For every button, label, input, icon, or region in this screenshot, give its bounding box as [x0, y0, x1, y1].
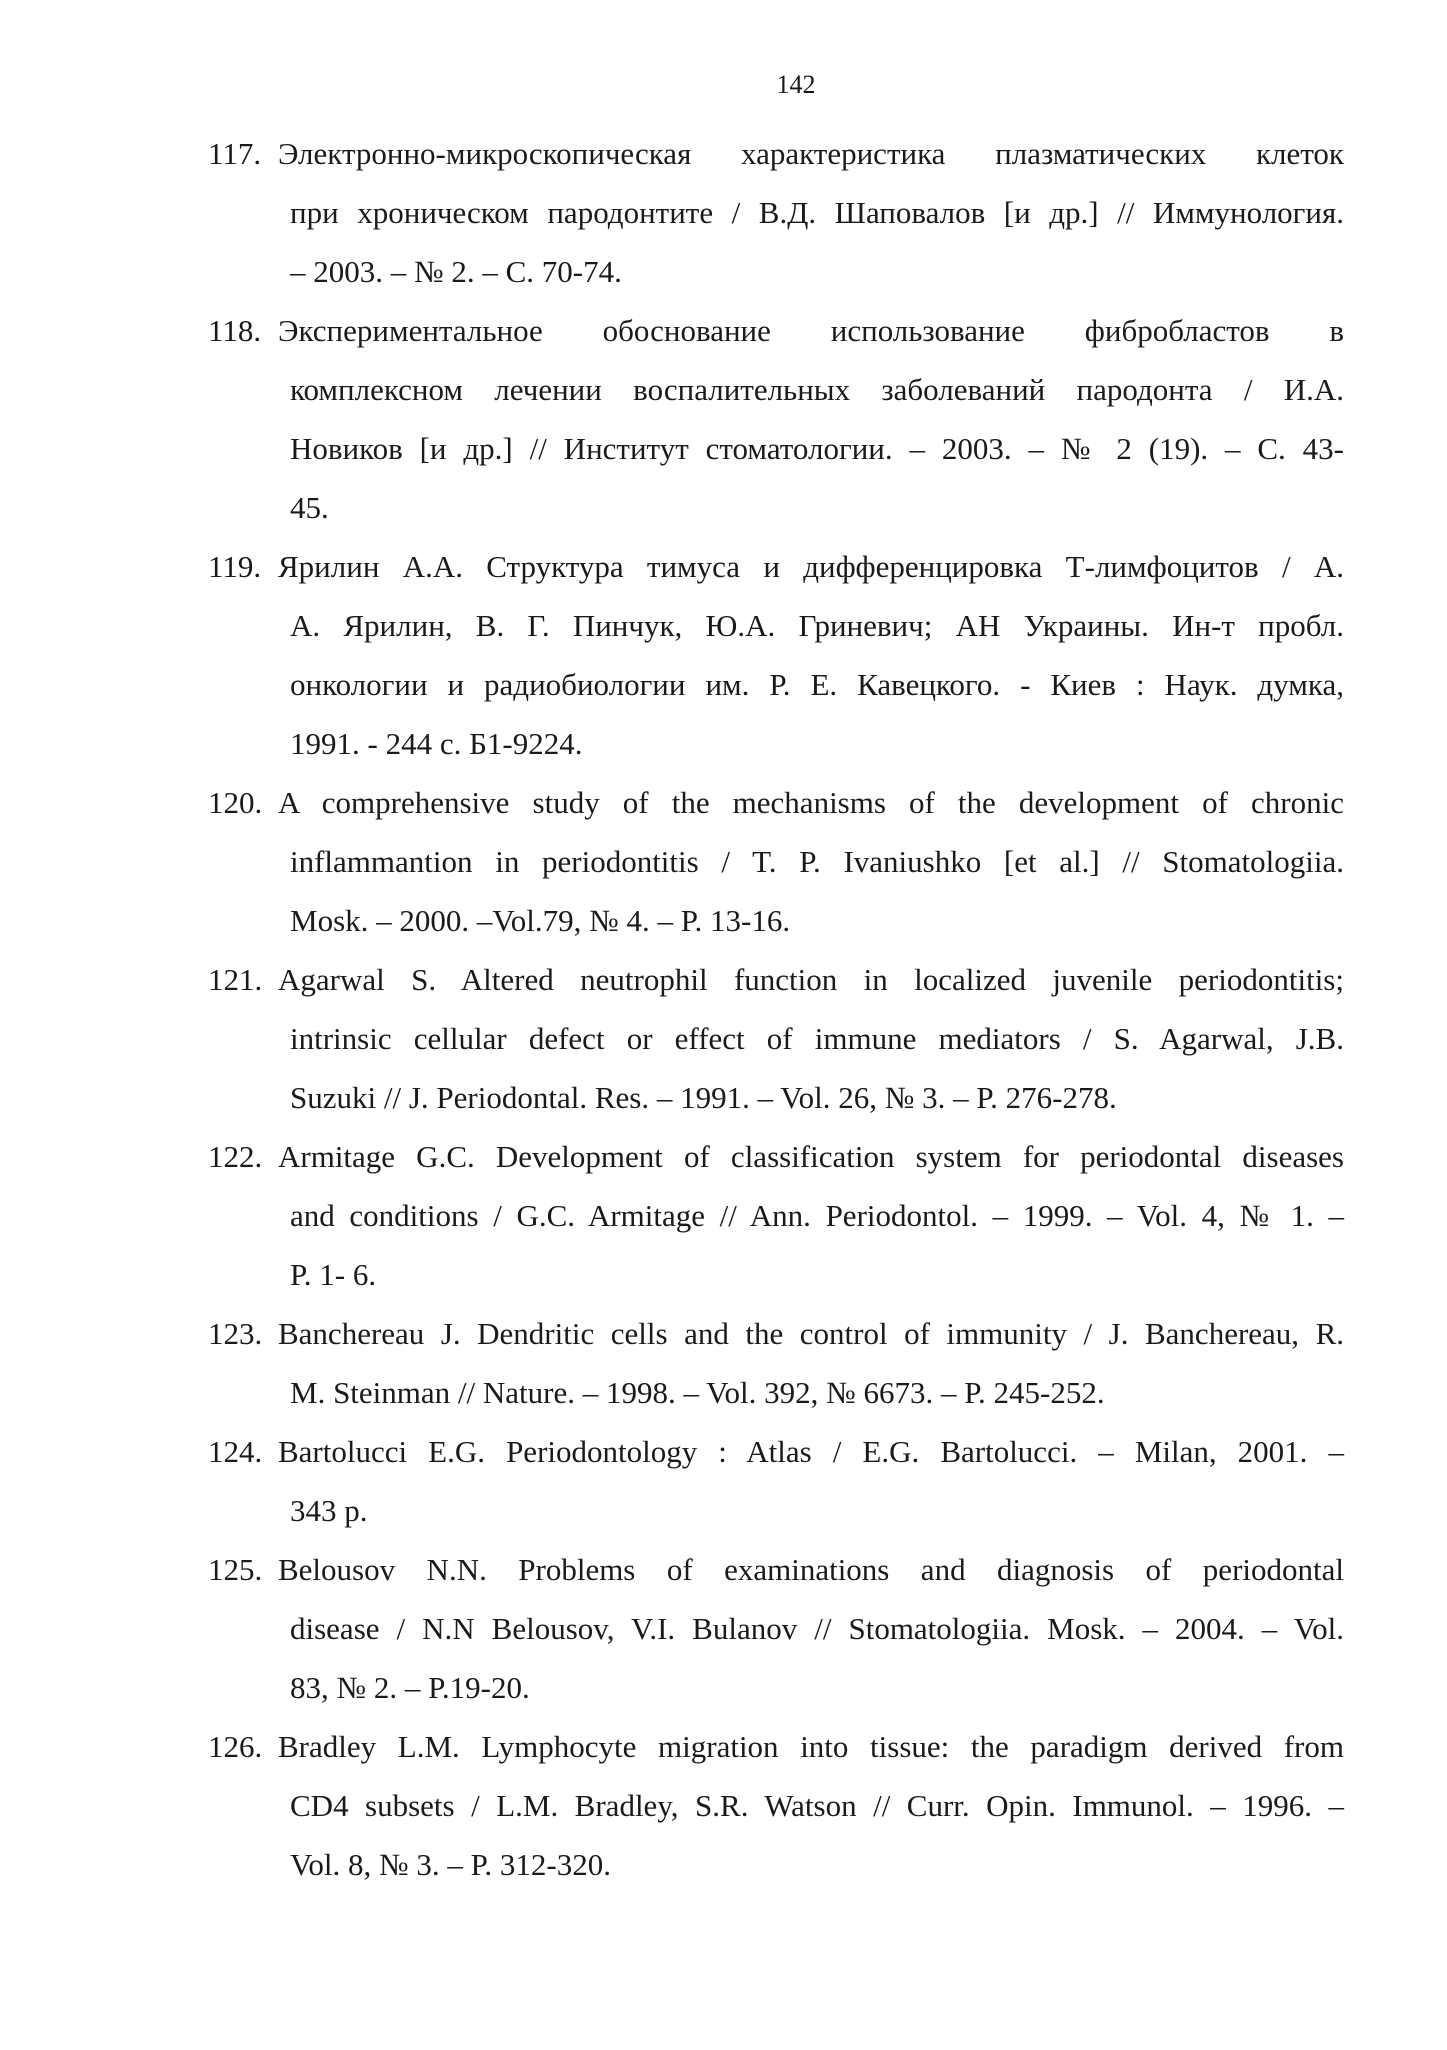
- reference-text-line: 45.: [290, 490, 329, 525]
- reference-entry: [0, 773, 1344, 950]
- reference-number: 122.: [208, 1139, 263, 1174]
- reference-entry: [0, 301, 1344, 537]
- reference-text-line: M. Steinman // Nature. – 1998. – Vol. 392, № 6673. – P. 245-252.: [290, 1375, 1105, 1410]
- reference-number: 117.: [208, 136, 262, 171]
- reference-entry: [0, 1540, 1344, 1717]
- reference-text-line: – 2003. – № 2. – С. 70-74.: [290, 254, 622, 289]
- reference-text-line: при хроническом пародонтите / В.Д. Шаповалов [и др.] // Иммунология.: [290, 195, 1344, 230]
- reference-number: 125.: [208, 1552, 263, 1587]
- reference-number: 120.: [208, 785, 263, 820]
- reference-text-line: 1991. - 244 с. Б1-9224.: [290, 726, 583, 761]
- reference-entry: [0, 950, 1344, 1127]
- reference-text-first-line: Armitage G.C. Development of classification system for periodontal diseases: [278, 1139, 1344, 1174]
- reference-text-first-line: Экспериментальное обоснование использование фибробластов в: [278, 313, 1344, 348]
- reference-entry: [0, 124, 1344, 301]
- reference-list: [0, 124, 1447, 1894]
- reference-text-line: Mosk. – 2000. –Vol.79, № 4. – P. 13-16.: [290, 903, 791, 938]
- reference-text-line: and conditions / G.C. Armitage // Ann. Periodontol. – 1999. – Vol. 4, № 1. –: [290, 1198, 1344, 1233]
- reference-text-line: Новиков [и др.] // Институт стоматологии. – 2003. – № 2 (19). – С. 43-: [290, 431, 1344, 466]
- reference-text-first-line: Электронно-микроскопическая характеристика плазматических клеток: [278, 136, 1344, 171]
- reference-text-line: Suzuki // J. Periodontal. Res. – 1991. – Vol. 26, № 3. – P. 276-278.: [290, 1080, 1117, 1115]
- reference-entry: [0, 1422, 1344, 1540]
- reference-number: 119.: [208, 549, 262, 584]
- reference-text-first-line: Belousov N.N. Problems of examinations and diagnosis of periodontal: [278, 1552, 1344, 1587]
- reference-text-first-line: Bartolucci E.G. Periodontology : Atlas / E.G. Bartolucci. – Milan, 2001. –: [278, 1434, 1344, 1469]
- reference-number: 121.: [208, 962, 263, 997]
- reference-text-first-line: Bradley L.M. Lymphocyte migration into tissue: the paradigm derived from: [278, 1729, 1344, 1764]
- reference-text-first-line: Banchereau J. Dendritic cells and the control of immunity / J. Banchereau, R.: [278, 1316, 1344, 1351]
- reference-number: 118.: [208, 313, 262, 348]
- reference-text-line: inflammantion in periodontitis / T. P. Ivaniushko [et al.] // Stomatologiia.: [290, 844, 1344, 879]
- reference-text-first-line: Ярилин А.А. Структура тимуса и дифференцировка Т-лимфоцитов / А.: [278, 549, 1344, 584]
- reference-entry: [0, 537, 1344, 773]
- reference-text-line: intrinsic cellular defect or effect of immune mediators / S. Agarwal, J.B.: [290, 1021, 1344, 1056]
- page-number: 142: [776, 70, 816, 99]
- reference-number: 124.: [208, 1434, 263, 1469]
- reference-text-first-line: A comprehensive study of the mechanisms of the development of chronic: [278, 785, 1344, 820]
- reference-text-line: Vol. 8, № 3. – P. 312-320.: [290, 1847, 611, 1882]
- reference-text-line: 83, № 2. – P.19-20.: [290, 1670, 530, 1705]
- reference-text-line: CD4 subsets / L.M. Bradley, S.R. Watson // Curr. Opin. Immunol. – 1996. –: [290, 1788, 1344, 1823]
- reference-number: 126.: [208, 1729, 263, 1764]
- reference-text-first-line: Agarwal S. Altered neutrophil function in localized juvenile periodontitis;: [278, 962, 1344, 997]
- reference-entry: [0, 1717, 1344, 1894]
- reference-text-line: 343 p.: [290, 1493, 368, 1528]
- reference-entry: [0, 1127, 1344, 1304]
- reference-text-line: А. Ярилин, В. Г. Пинчук, Ю.А. Гриневич; АН Украины. Ин-т пробл.: [290, 608, 1344, 643]
- reference-number: 123.: [208, 1316, 263, 1351]
- reference-text-line: онкологии и радиобиологии им. Р. Е. Кавецкого. - Киев : Наук. думка,: [290, 667, 1344, 702]
- reference-entry: [0, 1304, 1344, 1422]
- reference-text-line: комплексном лечении воспалительных заболеваний пародонта / И.А.: [290, 372, 1344, 407]
- reference-text-line: P. 1- 6.: [290, 1257, 377, 1292]
- reference-text-line: disease / N.N Belousov, V.I. Bulanov // Stomatologiia. Mosk. – 2004. – Vol.: [290, 1611, 1344, 1646]
